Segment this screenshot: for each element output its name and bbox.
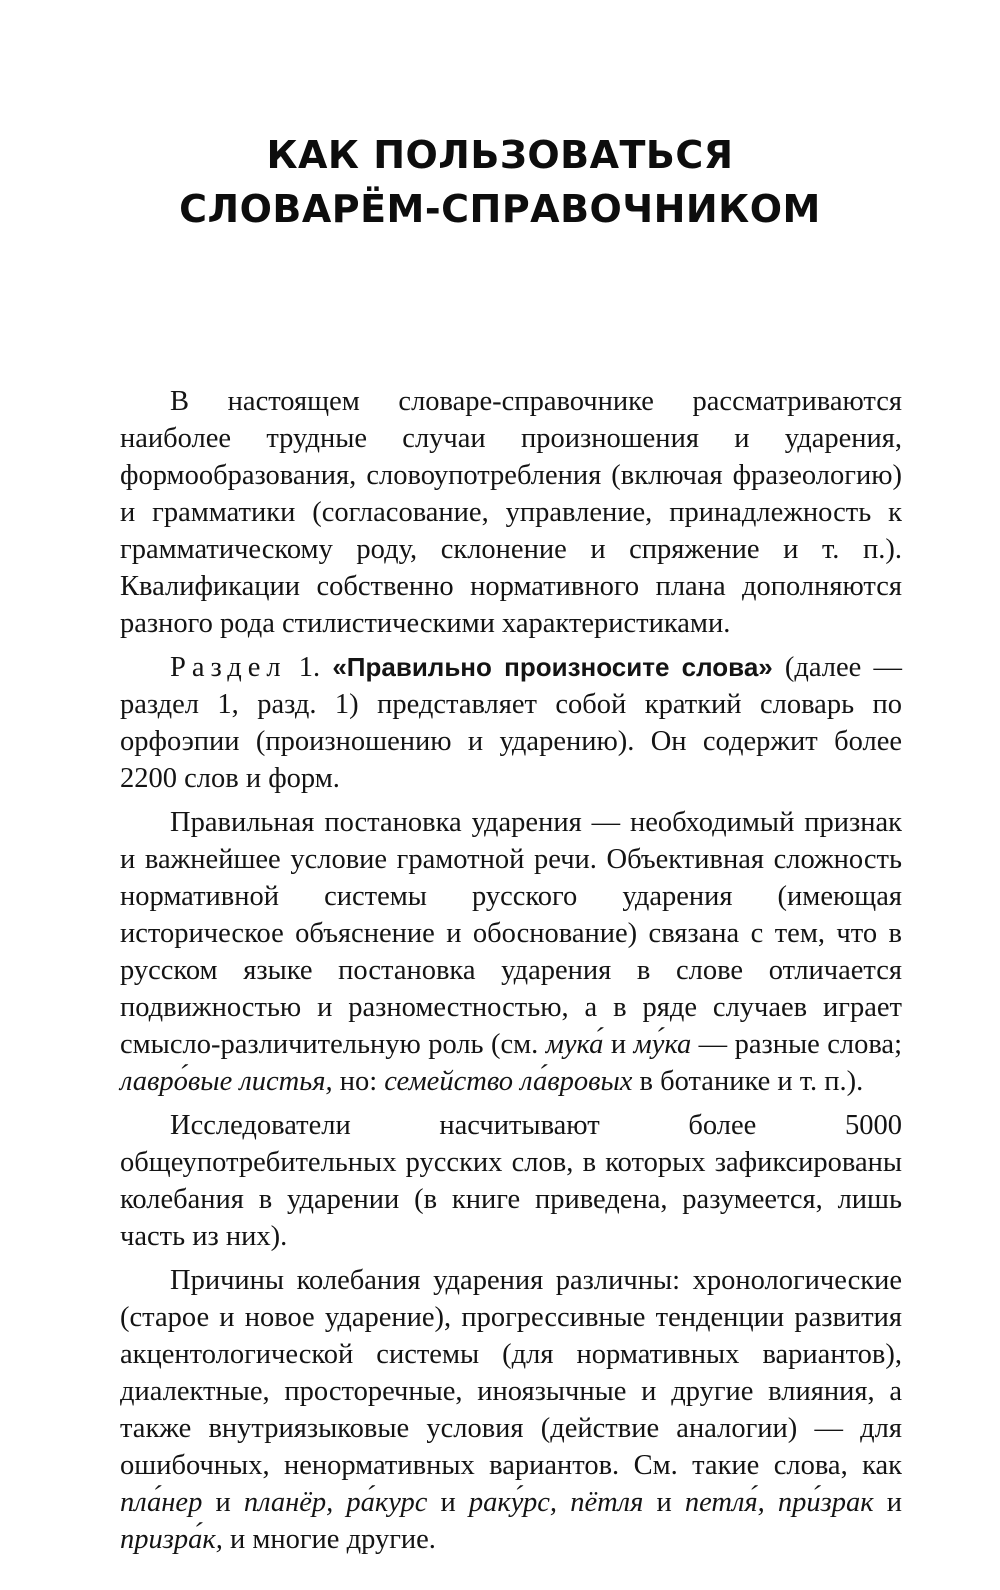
body-text <box>120 383 902 1565</box>
paragraph-stress <box>120 804 902 1100</box>
text-run: Правильная постановка ударения — необходимый признак и важнейшее условие грамотной речи. Объективная сложность нормативной системы русского ударения (имеющая историческое объяснение и обоснование) связана с тем, что в русском языке постановка ударения в слове отличается подвижностью и разноместностью, а в ряде случаев играет смысло-различительную роль (см. <box>120 807 902 1060</box>
example-word: му́ка <box>633 1029 692 1060</box>
text-run: и многие другие. <box>222 1524 436 1555</box>
text-run: Причины колебания ударения различны: хронологические (старое и новое ударение), прогрессивные тенденции развития акцентологической системы (для нормативных вариантов), диалектные, просторечные, иноязычные и другие влияния, а также внутриязыковые условия (действие аналогии) — для ошибочных, ненормативных вариантов. См. такие слова, как <box>120 1265 902 1481</box>
paragraph-intro: В настоящем словаре-справочнике рассматриваются наиболее трудные случаи произношения и ударения, формообразования, словоупотребления (включая фразеологию) и грамматики (согласование, управление, принадлежность к грамматическому роду, склонение и спряжение и т. п.). Квалификации собственно нормативного плана дополняются разного рода стилистическими характеристиками. <box>120 386 902 639</box>
example-word: пла́нер <box>120 1487 203 1518</box>
example-word: лавро́вые листья, <box>120 1066 333 1097</box>
example-word: петля́, <box>684 1487 765 1518</box>
section-number: 1. <box>286 652 333 683</box>
example-word: раку́рс, <box>468 1487 558 1518</box>
example-word: мука́ <box>545 1029 604 1060</box>
example-word: призра́к, <box>120 1524 223 1555</box>
section-title: «Правильно произносите слова» <box>332 652 773 682</box>
section-word: Раздел <box>170 652 287 683</box>
text-run: и <box>873 1487 902 1518</box>
text-run <box>557 1487 570 1518</box>
text-run: — разные слова; <box>691 1029 902 1060</box>
title-line-2: СЛОВАРЁМ-СПРАВОЧНИКОМ <box>179 187 821 231</box>
example-word: пётля <box>570 1487 644 1518</box>
example-word: планёр, <box>243 1487 334 1518</box>
text-run: и <box>603 1029 634 1060</box>
paragraph-researchers: Исследователи насчитывают более 5000 общеупотребительных русских слов, в которых зафиксированы колебания в ударении (в книге приведена, разумеется, лишь часть из них). <box>120 1110 902 1252</box>
example-word: при́зрак <box>777 1487 874 1518</box>
text-run: но: <box>332 1066 385 1097</box>
example-word: ра́курс <box>346 1487 428 1518</box>
paragraph-section-1 <box>120 649 902 797</box>
text-run: и <box>202 1487 244 1518</box>
text-run: и <box>427 1487 469 1518</box>
page-title <box>0 128 1000 236</box>
text-run: и <box>643 1487 685 1518</box>
text-run <box>333 1487 346 1518</box>
section-description: (далее — раздел 1, разд. 1) представляет собой краткий словарь по орфоэпии (произношению и ударению). Он содержит более 2200 слов и форм. <box>120 652 902 794</box>
paragraph-causes <box>120 1262 902 1558</box>
text-run: в ботанике и т. п.). <box>632 1066 864 1097</box>
text-run <box>765 1487 778 1518</box>
title-line-1: КАК ПОЛЬЗОВАТЬСЯ <box>266 133 734 177</box>
example-word: семейство ла́вровых <box>384 1066 633 1097</box>
